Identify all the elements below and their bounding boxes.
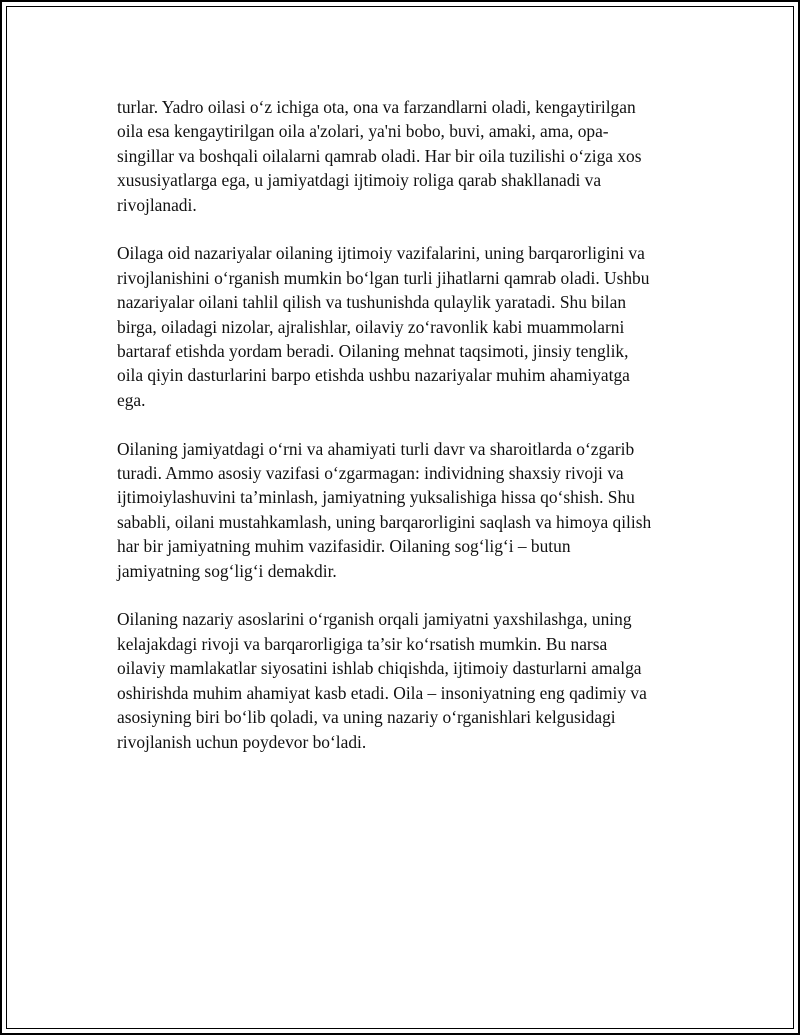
text-line: asosiyning biri bo‘lib qoladi, va uning nazariy o‘rganishlari kelgusidagi	[117, 707, 616, 728]
paragraph-2	[117, 241, 677, 412]
document-body	[117, 95, 677, 778]
text-line: birga, oiladagi nizolar, ajralishlar, oilaviy zo‘ravonlik kabi muammolarni	[117, 316, 625, 337]
text-line: Oilaga oid nazariyalar oilaning ijtimoiy vazifalarini, uning barqarorligini va	[117, 243, 645, 264]
text-line: ijtimoiylashuvini ta’minlash, jamiyatning yuksalishiga hissa qo‘shish. Shu	[117, 487, 635, 508]
paragraph-1	[117, 95, 677, 217]
text-line: Oilaning jamiyatdagi o‘rni va ahamiyati turli davr va sharoitlarda o‘zgarib	[117, 438, 635, 459]
text-line: singillar va boshqali oilalarni qamrab oladi. Har bir oila tuzilishi o‘ziga xos	[117, 145, 642, 166]
text-line: kelajakdagi rivoji va barqarorligiga ta’sir ko‘rsatish mumkin. Bu narsa	[117, 633, 608, 654]
paragraph-4	[117, 607, 677, 753]
text-line: turadi. Ammo asosiy vazifasi o‘zgarmagan: individning shaxsiy rivoji va	[117, 463, 624, 484]
paragraph-3	[117, 437, 677, 583]
text-line: oila esa kengaytirilgan oila a'zolari, ya'ni bobo, buvi, amaki, ama, opa-	[117, 121, 609, 142]
text-line: sababli, oilani mustahkamlash, uning barqarorligini saqlash va himoya qilish	[117, 511, 652, 532]
text-line: ega.	[117, 389, 146, 410]
text-line: Oilaning nazariy asoslarini o‘rganish orqali jamiyatni yaxshilashga, uning	[117, 609, 632, 630]
text-line: oilaviy mamlakatlar siyosatini ishlab chiqishda, ijtimoiy dasturlarni amalga	[117, 658, 642, 679]
text-line: turlar. Yadro oilasi o‘z ichiga ota, ona va farzandlarni oladi, kengaytirilgan	[117, 97, 636, 117]
text-line: har bir jamiyatning muhim vazifasidir. Oilaning sog‘lig‘i – butun	[117, 536, 571, 557]
text-line: nazariyalar oilani tahlil qilish va tushunishda qulaylik yaratadi. Shu bilan	[117, 292, 627, 313]
text-line: oila qiyin dasturlarini barpo etishda ushbu nazariyalar muhim ahamiyatga	[117, 365, 630, 386]
text-line: jamiyatning sog‘lig‘i demakdir.	[117, 560, 337, 581]
text-line: rivojlanadi.	[117, 194, 197, 215]
text-line: rivojlanishini o‘rganish mumkin bo‘lgan turli jihatlarni qamrab oladi. Ushbu	[117, 267, 650, 288]
text-line: bartaraf etishda yordam beradi. Oilaning mehnat taqsimoti, jinsiy tenglik,	[117, 341, 629, 362]
text-line: oshirishda muhim ahamiyat kasb etadi. Oila – insoniyatning eng qadimiy va	[117, 682, 647, 703]
text-line: xususiyatlarga ega, u jamiyatdagi ijtimoiy roliga qarab shakllanadi va	[117, 170, 602, 191]
text-line: rivojlanish uchun poydevor bo‘ladi.	[117, 731, 367, 752]
